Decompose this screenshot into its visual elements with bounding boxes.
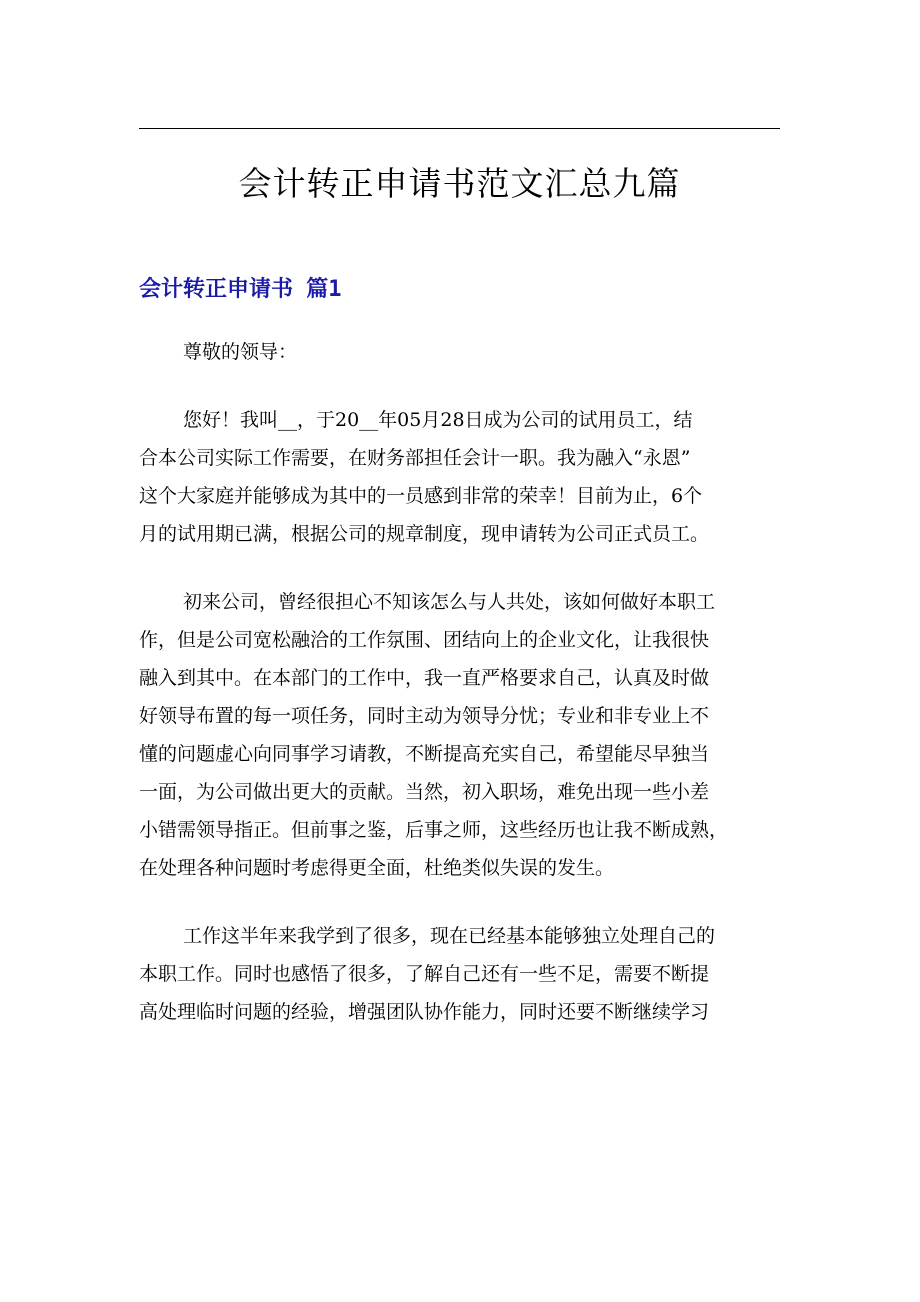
paragraph-line: 本职工作。同时也感悟了很多，了解自己还有一些不足，需要不断提 [139, 963, 710, 985]
document-body [139, 333, 780, 1031]
paragraph-line: 小错需领导指正。但前事之鉴，后事之师，这些经历也让我不断成熟， [139, 819, 729, 841]
paragraph-line: 好领导布置的每一项任务，同时主动为领导分忧；专业和非专业上不 [139, 705, 710, 727]
paragraph-line: 合本公司实际工作需要，在财务部担任会计一职。我为融入“永恩” [139, 447, 691, 469]
paragraph-line: 懂的问题虚心向同事学习请教，不断提高充实自己，希望能尽早独当 [139, 743, 710, 765]
salutation: 尊敬的领导： [183, 341, 298, 363]
document-title: 会计转正申请书范文汇总九篇 [238, 164, 681, 203]
header-rule [139, 128, 780, 129]
paragraph-gap [139, 371, 780, 401]
section-heading: 会计转正申请书 篇1 [139, 277, 342, 302]
paragraph-line: 融入到其中。在本部门的工作中，我一直严格要求自己，认真及时做 [139, 667, 710, 689]
paragraph-line: 作，但是公司宽松融洽的工作氛围、团结向上的企业文化，让我很快 [139, 629, 710, 651]
paragraph-line: 高处理临时问题的经验，增强团队协作能力，同时还要不断继续学习 [139, 1001, 710, 1023]
paragraph-line: 初来公司，曾经很担心不知该怎么与人共处，该如何做好本职工 [183, 591, 716, 613]
paragraph-2 [139, 583, 780, 887]
paragraph-1 [139, 401, 780, 553]
paragraph-line: 工作这半年来我学到了很多，现在已经基本能够独立处理自己的 [183, 925, 716, 947]
paragraph-3 [139, 917, 780, 1031]
paragraph-line: 一面，为公司做出更大的贡献。当然，初入职场，难免出现一些小差 [139, 781, 710, 803]
paragraph-gap [139, 887, 780, 917]
paragraph-line: 在处理各种问题时考虑得更全面，杜绝类似失误的发生。 [139, 857, 615, 879]
paragraph-line: 这个大家庭并能够成为其中的一员感到非常的荣幸！目前为止，6个 [139, 485, 703, 507]
paragraph-line: 您好！我叫__，于20__年05月28日成为公司的试用员工，结 [183, 409, 693, 431]
paragraph-gap [139, 553, 780, 583]
paragraph-line: 月的试用期已满，根据公司的规章制度，现申请转为公司正式员工。 [139, 523, 710, 545]
